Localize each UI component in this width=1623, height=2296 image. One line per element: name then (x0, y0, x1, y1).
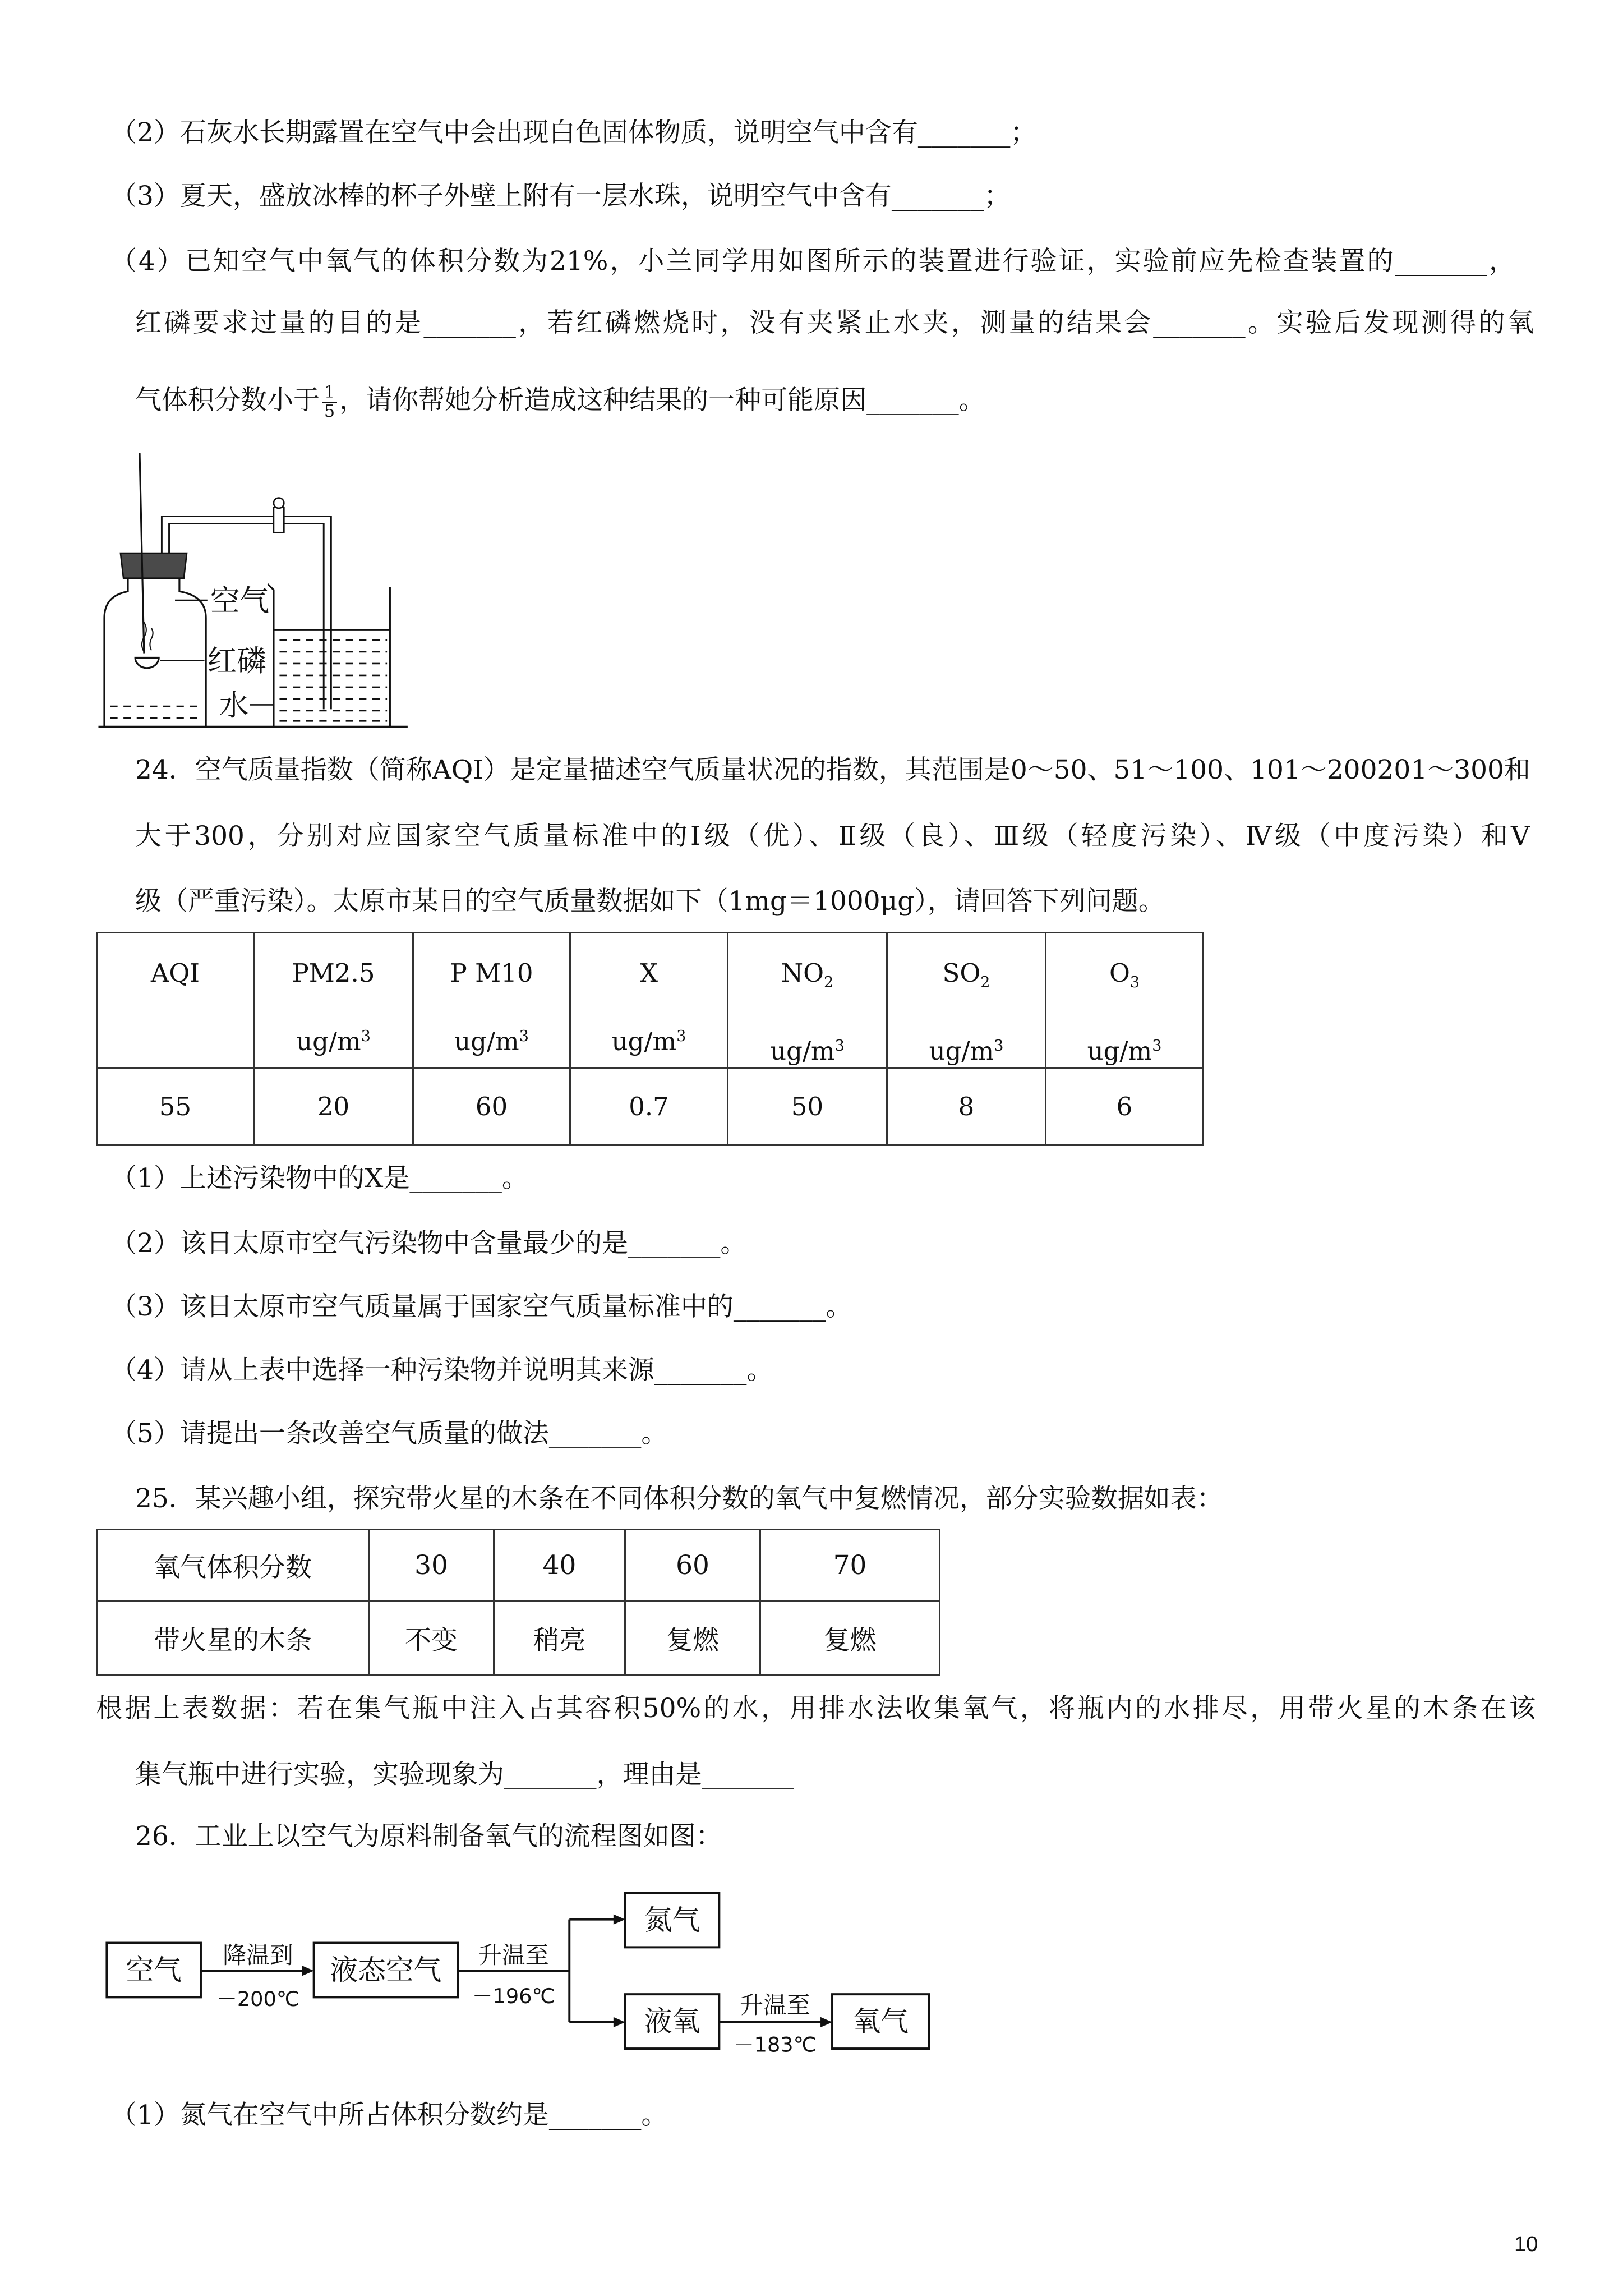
unit-superscript: 3 (519, 1028, 529, 1045)
fraction-numerator: 1 (324, 383, 335, 402)
q23-item-3: （3）夏天，盛放冰棒的杯子外壁上附有一层水珠，说明空气中含有_______； (110, 181, 1011, 211)
value-cell: 8 (887, 1068, 1046, 1145)
table-cell: 40 (494, 1530, 625, 1601)
header-unit (888, 1030, 1045, 1067)
q23-item-4-line2: 红磷要求过量的目的是_______，若红磷燃烧时，没有夹紧止水夹，测量的结果会_______。实验后发现测得的氧 (135, 307, 1534, 338)
header-label: P M10 (450, 958, 533, 988)
smoke-wisp (150, 628, 153, 650)
value-cell: 55 (97, 1068, 254, 1145)
oxygen-data-table (96, 1529, 940, 1676)
arrowhead-icon (614, 1914, 625, 1924)
cooling-label: 降温到 (223, 1941, 293, 1970)
rubber-stopper (121, 553, 187, 578)
q24-stem-line1: 24．空气质量指数（简称AQI）是定量描述空气质量状况的指数，其范围是0～50、51～100、101～200201～300和 (135, 754, 1530, 785)
table-cell: 60 (625, 1530, 760, 1601)
unit-superscript: 3 (1152, 1037, 1162, 1055)
table-cell: 复燃 (625, 1601, 760, 1676)
unit-superscript: 3 (361, 1028, 371, 1045)
air-label: 空气 (210, 583, 270, 618)
header-cell-aqi (97, 933, 254, 1068)
nitrogen-box-label: 氮气 (644, 1903, 700, 1936)
warming-temperature-1: －196℃ (472, 1984, 555, 2008)
q24-sub-question-4: （4）请从上表中选择一种污染物并说明其来源_______。 (110, 1355, 773, 1386)
aqi-data-table (96, 932, 1204, 1146)
value-cell: 50 (728, 1068, 887, 1145)
q24-stem-line2: 大于300，分别对应国家空气质量标准中的Ⅰ级（优）、Ⅱ级（良）、Ⅲ级（轻度污染）、Ⅳ级（中度污染）和Ⅴ (135, 821, 1530, 852)
header-label: AQI (150, 958, 200, 988)
liquid-air-box-label: 液态空气 (330, 1953, 442, 1986)
q24-sub-question-2: （2）该日太原市空气污染物中含量最少的是_______。 (110, 1228, 747, 1259)
liquid-oxygen-box-label: 液氧 (644, 2005, 700, 2038)
q24-sub-question-3: （3）该日太原市空气质量属于国家空气质量标准中的_______。 (110, 1291, 852, 1322)
q24-sub-question-5: （5）请提出一条改善空气质量的做法_______。 (110, 1418, 668, 1449)
unit-superscript: 3 (676, 1028, 686, 1045)
formula-text: NO (781, 958, 824, 988)
q24-sub-question-1: （1）上述污染物中的X是_______。 (110, 1163, 528, 1194)
warming-label-2: 升温至 (740, 1991, 810, 2019)
stop-clamp-knob (274, 498, 284, 508)
line-text: 气体积分数小于 (135, 385, 320, 416)
phosphorus-label: 红磷 (207, 644, 266, 679)
header-cell-pm25 (254, 933, 413, 1068)
q26-sub-question-1: （1）氮气在空气中所占体积分数约是_______。 (110, 2100, 668, 2131)
q26-stem: 26．工业上以空气为原料制备氧气的流程图如图： (135, 1821, 722, 1852)
unit-superscript: 3 (834, 1037, 845, 1055)
cooling-temperature: －200℃ (216, 1987, 300, 2012)
arrowhead-icon (614, 2017, 625, 2027)
table-cell: 复燃 (760, 1601, 940, 1676)
air-box-label: 空气 (126, 1953, 182, 1986)
value-cell: 6 (1046, 1068, 1204, 1145)
apparatus-diagram (95, 447, 412, 734)
unit-text: ug/m (611, 1027, 677, 1056)
header-cell-so2 (887, 933, 1046, 1068)
q24-stem-line3: 级（严重污染）。太原市某日的空气质量数据如下（1mg＝1000μg），请回答下列问题。 (135, 886, 1165, 917)
warming-temperature-2: －183℃ (733, 2032, 817, 2057)
fraction-denominator: 5 (322, 402, 337, 421)
unit-text: ug/m (296, 1027, 361, 1056)
q25-question-line1: 根据上表数据：若在集气瓶中注入占其容积50%的水，用排水法收集氧气，将瓶内的水排尽，用带火星的木条在该 (96, 1693, 1536, 1724)
arrowhead-icon (302, 1966, 314, 1976)
q25-question-line2: 集气瓶中进行实验，实验现象为_______，理由是_______ (135, 1759, 794, 1790)
stop-clamp (274, 508, 284, 533)
header-label (1046, 958, 1202, 999)
value-cell: 60 (413, 1068, 570, 1145)
table-cell: 不变 (369, 1601, 494, 1676)
header-unit (728, 1030, 886, 1067)
row-header: 氧气体积分数 (97, 1530, 369, 1601)
formula-text: O (1109, 958, 1130, 988)
q23-item-2: （2）石灰水长期露置在空气中会出现白色固体物质，说明空气中含有_______； (110, 117, 1037, 148)
row-header: 带火星的木条 (97, 1601, 369, 1676)
q25-stem: 25．某兴趣小组，探究带火星的木条在不同体积分数的氧气中复燃情况，部分实验数据如表： (135, 1483, 1223, 1514)
header-cell-no2 (728, 933, 887, 1068)
header-label (728, 958, 886, 999)
unit-text: ug/m (770, 1036, 835, 1066)
value-cell: 0.7 (570, 1068, 728, 1145)
table-row (97, 1601, 940, 1676)
oxygen-box-label: 氧气 (852, 2005, 909, 2038)
q23-item-4-line1: （4）已知空气中氧气的体积分数为21%，小兰同学用如图所示的装置进行验证，实验前应先检查装置的_______， (110, 246, 1515, 277)
fraction (322, 384, 337, 421)
header-cell-pm10 (413, 933, 570, 1068)
formula-text: SO (942, 958, 981, 988)
formula-subscript: 2 (824, 974, 834, 991)
header-unit (255, 1021, 412, 1057)
q23-item-4-line3 (135, 384, 985, 421)
header-cell-x (570, 933, 728, 1068)
formula-subscript: 3 (1129, 974, 1140, 991)
header-unit (571, 1021, 727, 1057)
formula-subscript: 2 (980, 974, 990, 991)
page-number: 10 (1514, 2233, 1538, 2256)
header-cell-o3 (1046, 933, 1204, 1068)
table-cell: 30 (369, 1530, 494, 1601)
table-cell: 70 (760, 1530, 940, 1601)
oxygen-production-flowchart (96, 1887, 937, 2060)
line-text: ，请你帮她分析造成这种结果的一种可能原因_______。 (339, 385, 985, 416)
value-cell: 20 (254, 1068, 413, 1145)
warming-label-1: 升温至 (478, 1941, 549, 1970)
unit-text: ug/m (1087, 1036, 1152, 1066)
water-label: 水 (219, 688, 249, 723)
unit-text: ug/m (454, 1027, 519, 1056)
unit-superscript: 3 (994, 1037, 1004, 1055)
header-label: PM2.5 (292, 958, 375, 988)
table-row (97, 1068, 1204, 1145)
header-label: X (639, 958, 658, 988)
beaker (268, 584, 390, 727)
header-label (888, 958, 1045, 999)
combustion-spoon (135, 657, 159, 668)
unit-text: ug/m (929, 1036, 994, 1066)
table-cell: 稍亮 (494, 1601, 625, 1676)
arrowhead-icon (820, 2017, 832, 2027)
table-row (97, 1530, 940, 1601)
header-unit (414, 1021, 569, 1057)
table-header-row (97, 933, 1204, 1068)
header-unit (1046, 1030, 1202, 1067)
